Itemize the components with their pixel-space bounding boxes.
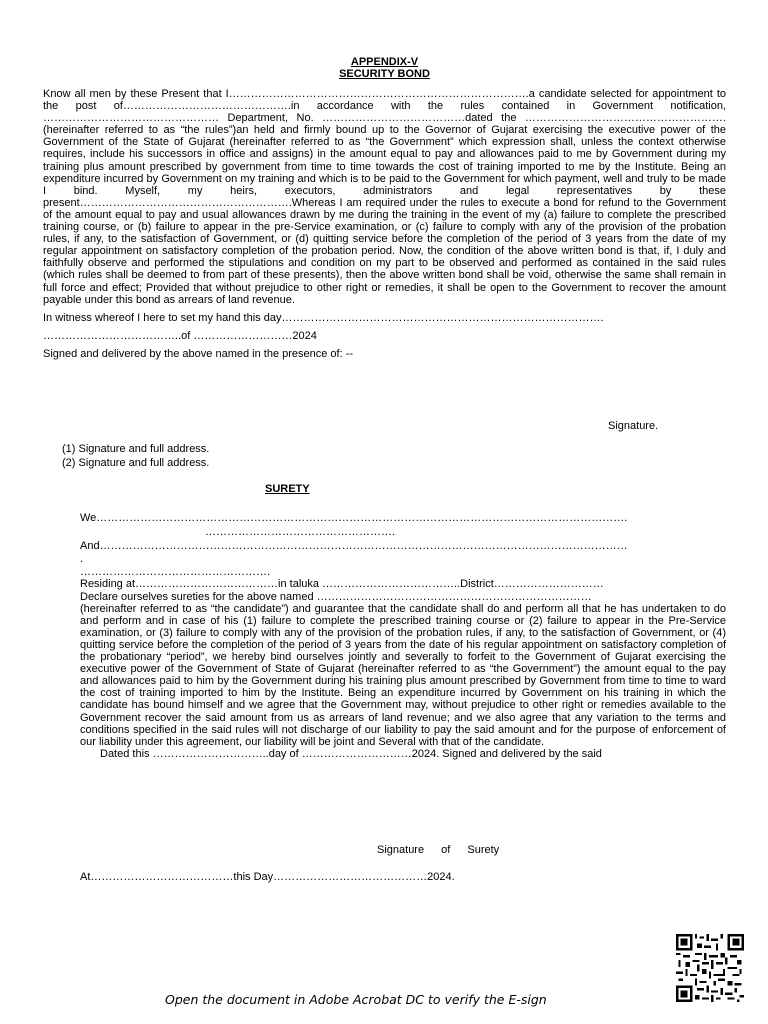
witness-item: (2) Signature and full address.	[62, 457, 210, 469]
surety-paragraph: (hereinafter referred to as “the candidate”) and guarantee that the candidate shall do and perform all that he has undertaken to do and perform and in case of his (1) failure to complete the prescribed training course or (2) failure to appear in the Pre-Service examination, or (3) failure to comply with any of the provision of the probation rules, if any, to the satisfaction of Government, or (4) quitting service before the completion of the period of 3 years from the date of his regular appointment on satisfactory completion of the probationary “period”, we hereby bind ourselves jointly and severally to forfeit to the Government of Gujarat exercising the executive power of the Government of State of Gujarat (hereinafter referred to as “the Government”) the amount equal to the pay and allowances paid to him by the Government during his training plus amount prescribed by Government from time to time to ward the cost of training imported to him by the Institute. Being an expenditure incurred by Government on his training in which the candidate has bound himself and we agree that the Government may, without prejudice to other right or remedies available to the Government recover the said amount from us as arrears of land revenue; and we also agree that any variation to the terms and conditions specified in the said rules will not discharge of our liability to pay the said amount and for the purpose of enforcement of our liability under this agreement, our liability will be joint and Several with that of the candidate.	[80, 602, 726, 748]
at-line: At…………………………………this Day……………………………………2024.	[80, 871, 455, 883]
appendix-title: APPENDIX-V	[350, 56, 419, 68]
we-line: We……………………………………………………………………………………………………………………………….	[80, 512, 628, 524]
security-bond-title: SECURITY BOND	[339, 68, 430, 80]
bond-document	[43, 56, 726, 360]
date-line: ………………………………..of ………………………2024	[43, 329, 317, 342]
esign-footer-note: Open the document in Adobe Acrobat DC to verify the E-sign	[165, 992, 547, 1007]
bond-paragraph: Know all men by these Present that I……………………………………………………………………….a candidate selected for appointment to the post of……………………………………….in accordance with the rules contained in Government notification, ………………………………………… Department, No. …………………………………dated the ……………………………………………….(hereinafter referred to as “the rules”)an held and firmly bound up to the Governor of Gujarat exercising the executive power of the Government of the State of Gujarat (hereinafter referred to as “the Government” which expression shall, unless the context otherwise requires, include his successors in office and assigns) in the amount equal to pay and allowances paid to me by Government during my training plus amount prescribed by government from time to time towards the cost of training imported to me by the Institute. Being an expenditure incurred by Government on my training and which is to be paid to the Government for which payment, well and truly to be made I bind. Myself, my heirs, executors, administrators and legal representatives by these present………………………………………………….Whereas I am required under the rules to execute a bond for refund to the Government of the amount equal to pay and usual allowances drawn by me during the training in the event of my (a) failure to complete the prescribed training course, or (b) failure to appear in the pre-Service examination, or (c) failure to comply with any of the provision of the probation rules, if any, to the satisfaction of Government, or (d) quitting service before the completion of the period of 3 years from the date of my regular appointment on satisfactory completion of the probation period. Now, the condition of the above written bond is that, if, I duly and faithfully observe and performed the stipulations and condition on my part to be observed and performed as contained in the said rules (which rules shall be deemed to from part of these presents), then the above written bond shall be void, otherwise the same shall remain in full force and effect; Provided that without prejudice to other right or remedies, it shall be open to the Government to recover the amount payable under this bond as arrears of land revenue.	[43, 88, 726, 306]
qr-code-icon	[676, 934, 744, 1002]
signature-label: Signature.	[608, 420, 659, 432]
residing-line: Residing at…………………………………in taluka ………………………………..District…………………………	[80, 578, 604, 591]
and-line: And………………………………………………………………………………………………………………………………	[80, 540, 628, 553]
surety-heading: SURETY	[265, 483, 310, 495]
surety-signature-label: Signature of Surety	[377, 844, 500, 856]
witness-item: (1) Signature and full address.	[62, 443, 210, 455]
declare-line: Declare ourselves sureties for the above named …………………………………………………………………	[80, 590, 592, 603]
dot-line: .	[80, 553, 84, 566]
and-line-continued: …………………………………………….	[80, 566, 271, 579]
surety-section	[80, 512, 726, 760]
witness-list	[62, 442, 209, 470]
signed-line: Signed and delivered by the above named in the presence of: --	[43, 347, 354, 360]
dated-line: Dated this …………………………..day of …………………………2024. Signed and delivered by the said	[100, 747, 602, 760]
witness-line: In witness whereof I here to set my hand this day…………………………………………………………………………….	[43, 311, 604, 324]
we-line-continued: …………………………………………….	[205, 526, 396, 539]
